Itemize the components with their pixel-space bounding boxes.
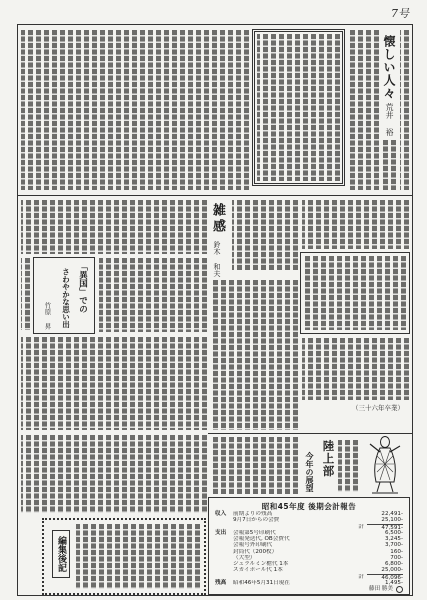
account-item: 会報号外印刷代 [233,542,273,549]
graduation-note: （三十六年卒業） [352,404,404,412]
account-item: ジュラルミン槍代 1本 [233,561,289,567]
editors-note-box [42,518,206,595]
total-label: 計 [358,573,364,580]
body-text-block [232,200,298,270]
body-text-block [400,30,409,190]
expense-total: 46,096- [367,574,403,580]
article-title-ikoku-line2: さわやかな思い出 [61,268,71,328]
article-title-box-ikoku [33,257,95,334]
account-row [215,536,403,542]
account-row [215,542,403,548]
article-author-zakkan: 鈴木 和夫 [213,241,221,277]
account-row [215,511,403,517]
body-text-block [349,30,379,190]
account-amount: 160- [390,548,403,555]
account-item: 前期よりの残高 [233,511,273,517]
editors-note-body [76,524,200,589]
account-item: 会報第5号印刷代 [233,529,276,536]
account-item: （大型） [233,554,256,561]
body-text-block [302,200,409,249]
article-title-rikujobu-line1: 陸上部 [321,440,336,478]
accounting-title: 昭和45年度 後期会計報告 [261,502,357,511]
editors-note-title: 編集後記 [56,536,66,572]
section-divider [17,195,413,196]
runner-illustration [362,434,406,496]
body-text-block [210,280,298,430]
treasurer-name: 藤田 勝美 [368,586,393,592]
figure-pattern [376,450,394,480]
editors-note-title-frame [52,530,70,578]
article-author-natsukashii: 荒井 裕 [385,103,394,136]
account-amount: 700- [390,554,403,561]
account-amount: 25,000- [381,567,403,574]
account-amount: 3,245- [384,536,403,542]
income-total: 47,591- [367,524,403,530]
account-row [215,549,403,555]
income-total-row [215,524,403,530]
balance-amount: 1,495- [384,579,403,586]
body-text-block [99,258,207,332]
account-row [215,530,403,536]
account-amount: 6,500- [384,529,403,536]
article-author-ikoku: 竹原 昇 [43,302,52,330]
total-label: 計 [358,523,364,530]
body-text-block [21,435,207,513]
account-item: 9月7日からの会費 [233,517,280,524]
body-text-block [21,200,207,254]
body-text-block [210,437,298,494]
boxed-body-text [257,34,340,181]
account-row [215,567,403,573]
account-amount: 25,100- [381,517,403,524]
expense-label: 支出 [215,529,227,536]
account-item: 封筒代（200枚） [233,548,278,555]
seal-stamp [396,586,403,593]
body-text-block [338,440,358,492]
account-amount: 3,700- [384,542,403,549]
boxed-body-text [304,256,406,330]
body-text-block [21,337,207,430]
accounting-rows [215,511,403,592]
body-text-block [21,258,30,330]
income-label: 収入 [215,511,227,517]
account-item: スカイポール代 1本 [233,567,283,574]
account-row [215,517,403,523]
accounting-report [208,497,410,595]
issue-number: 7号 [391,7,409,20]
account-row [215,555,403,561]
account-item: 会報発送代, OB会費代 [233,536,290,542]
body-text-block [21,30,249,190]
article-title-rikujobu-line2: 今年の展望 [305,452,315,492]
figure-head [381,437,390,448]
account-amount: 6,800- [384,561,403,567]
balance-row [215,580,403,586]
article-title-natsukashii: 懐しい人々 [382,35,396,100]
body-text-block [302,338,409,400]
treasurer-row [215,586,403,592]
account-amount: 22,491- [381,511,403,517]
expense-total-row [215,574,403,580]
article-title-ikoku-line1: 「異国」での [77,262,88,313]
article-title-zakkan: 雑感 [210,203,225,235]
figure-legs [372,482,398,493]
body-text-block [382,140,396,190]
balance-label: 残高 [215,579,227,586]
account-row [215,561,403,567]
balance-date: 昭和46年5月31日現在 [233,579,290,586]
